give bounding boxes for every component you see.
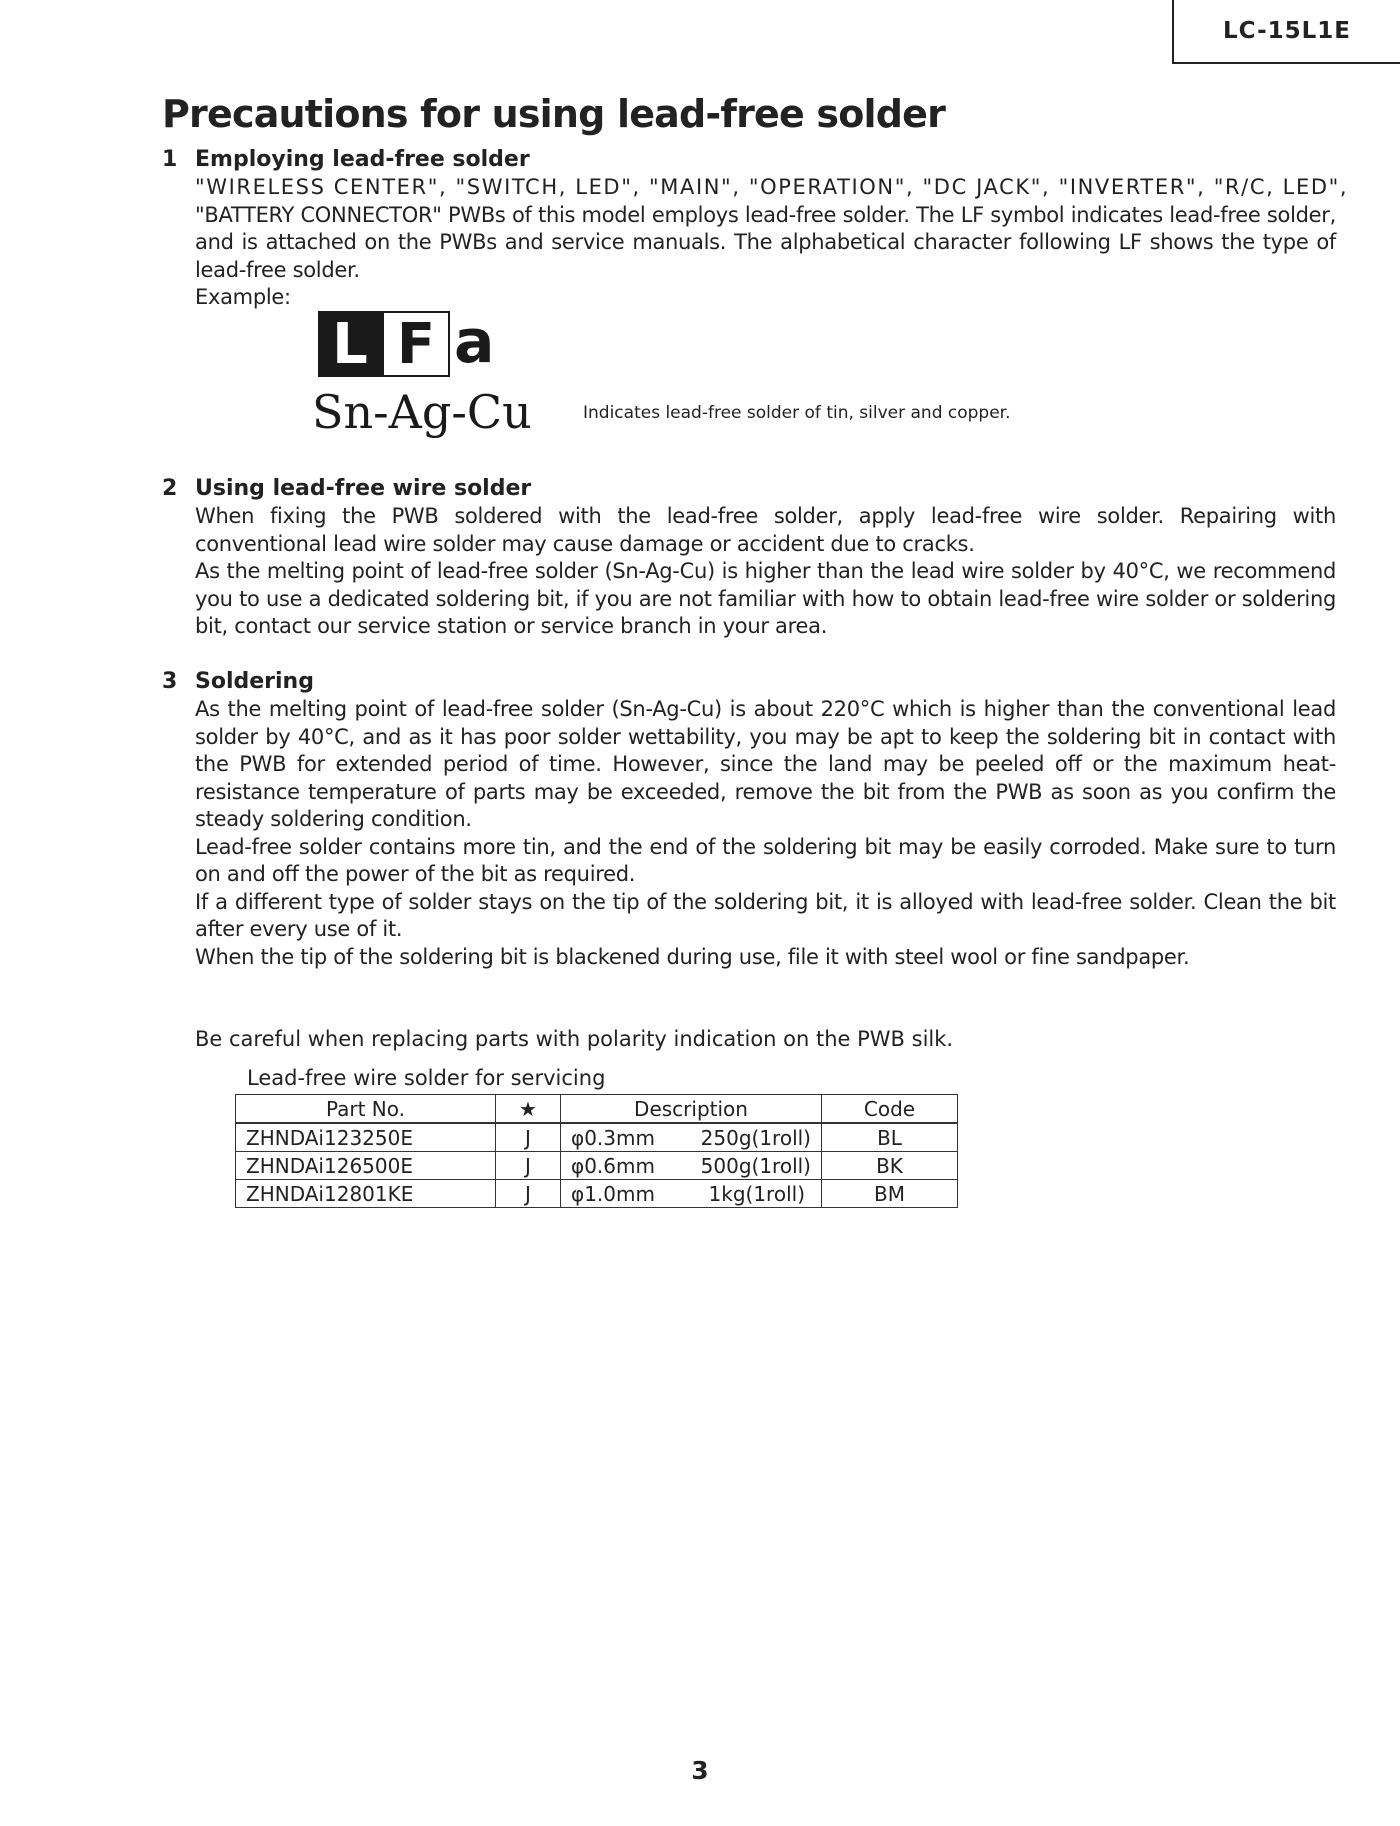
diameter: φ0.3mm — [571, 1125, 655, 1150]
paragraph: If a different type of solder stays on the tip of the soldering bit, it is alloyed with lead-free solder. Clean the bit after every use of it. — [195, 889, 1336, 941]
table-row — [236, 1152, 958, 1180]
star-mark: J — [496, 1152, 561, 1180]
section-heading — [162, 146, 1336, 174]
table-header-row — [236, 1095, 958, 1124]
solder-table — [235, 1094, 958, 1208]
description-cell — [561, 1180, 822, 1208]
header-code: Code — [822, 1095, 958, 1124]
alloy-label: Sn-Ag-Cu — [312, 385, 532, 439]
paragraph: "BATTERY CONNECTOR" PWBs of this model employs lead-free solder. The LF symbol indicates lead-free solder, and is attached on the PWBs and service manuals. The alphabetical character following LF shows the type of lead-free solder. — [195, 202, 1336, 282]
lf-symbol-suffix: a — [454, 307, 495, 377]
table-row — [236, 1123, 958, 1152]
description-cell — [561, 1152, 822, 1180]
part-number: ZHNDAi123250E — [236, 1123, 496, 1152]
section-heading — [162, 668, 1336, 696]
code: BK — [822, 1152, 958, 1180]
pwb-list-line: "WIRELESS CENTER", "SWITCH, LED", "MAIN", "OPERATION", "DC JACK", "INVERTER", "R/C, LED", — [195, 175, 1349, 199]
section-body — [195, 174, 1349, 312]
diameter: φ0.6mm — [571, 1153, 655, 1178]
code: BM — [822, 1180, 958, 1208]
alloy-note: Indicates lead-free solder of tin, silver and copper. — [583, 403, 1011, 423]
section-title: Employing lead-free solder — [195, 147, 530, 172]
paragraph: As the melting point of lead-free solder (Sn-Ag-Cu) is higher than the lead wire solder by 40°C, we recommend you to use a dedicated soldering bit, if you are not familiar with how to obtain lead-free wire solder or soldering bit, contact our service station or service branch in your area. — [195, 559, 1336, 638]
amount: 1kg(1roll) — [708, 1181, 805, 1206]
paragraph: As the melting point of lead-free solder (Sn-Ag-Cu) is about 220°C which is higher than the conventional lead solder by 40°C, and as it has poor solder wettability, you may be apt to keep the soldering bit in contact with the PWB for extended period of time. However, since the land may be peeled off or the maximum heat-resistance temperature of parts may be exceeded, remove the bit from the PWB as soon as you confirm the steady soldering condition. — [195, 697, 1336, 831]
paragraph: When the tip of the soldering bit is blackened during use, file it with steel wool or fine sandpaper. — [195, 944, 1190, 969]
code: BL — [822, 1123, 958, 1152]
section-number: 1 — [162, 147, 178, 172]
lf-symbol-letter-l: L — [318, 311, 382, 377]
table-caption: Lead-free wire solder for servicing — [247, 1066, 606, 1090]
header-star: ★ — [496, 1095, 561, 1124]
section-using-lead-free-wire-solder — [162, 475, 1336, 641]
header-description: Description — [561, 1095, 822, 1124]
polarity-note: Be careful when replacing parts with polarity indication on the PWB silk. — [195, 1027, 954, 1051]
amount: 250g(1roll) — [700, 1125, 811, 1150]
amount: 500g(1roll) — [700, 1153, 811, 1178]
example-label: Example: — [195, 285, 291, 309]
model-number-box — [1172, 0, 1400, 64]
table-row — [236, 1180, 958, 1208]
paragraph: When fixing the PWB soldered with the lead-free solder, apply lead-free wire solder. Repairing with conventional lead wire solder may cause damage or accident due to cracks. — [195, 504, 1336, 556]
page-title: Precautions for using lead-free solder — [162, 92, 946, 136]
description-cell — [561, 1123, 822, 1152]
section-body — [195, 696, 1336, 971]
part-number: ZHNDAi12801KE — [236, 1180, 496, 1208]
page-number: 3 — [691, 1756, 709, 1785]
section-heading — [162, 475, 1336, 503]
section-title: Soldering — [195, 669, 314, 694]
paragraph: Lead-free solder contains more tin, and the end of the soldering bit may be easily corroded. Make sure to turn on and off the power of the bit as required. — [195, 834, 1336, 886]
section-soldering — [162, 668, 1336, 971]
section-employing-lead-free-solder — [162, 146, 1349, 312]
part-number: ZHNDAi126500E — [236, 1152, 496, 1180]
section-number: 2 — [162, 476, 178, 501]
lf-symbol-letter-f: F — [382, 311, 450, 377]
diameter: φ1.0mm — [571, 1181, 655, 1206]
model-number: LC-15L1E — [1223, 18, 1351, 44]
section-number: 3 — [162, 669, 178, 694]
star-mark: J — [496, 1180, 561, 1208]
section-title: Using lead-free wire solder — [195, 476, 532, 501]
header-part-no: Part No. — [236, 1095, 496, 1124]
star-mark: J — [496, 1123, 561, 1152]
section-body — [195, 503, 1336, 641]
